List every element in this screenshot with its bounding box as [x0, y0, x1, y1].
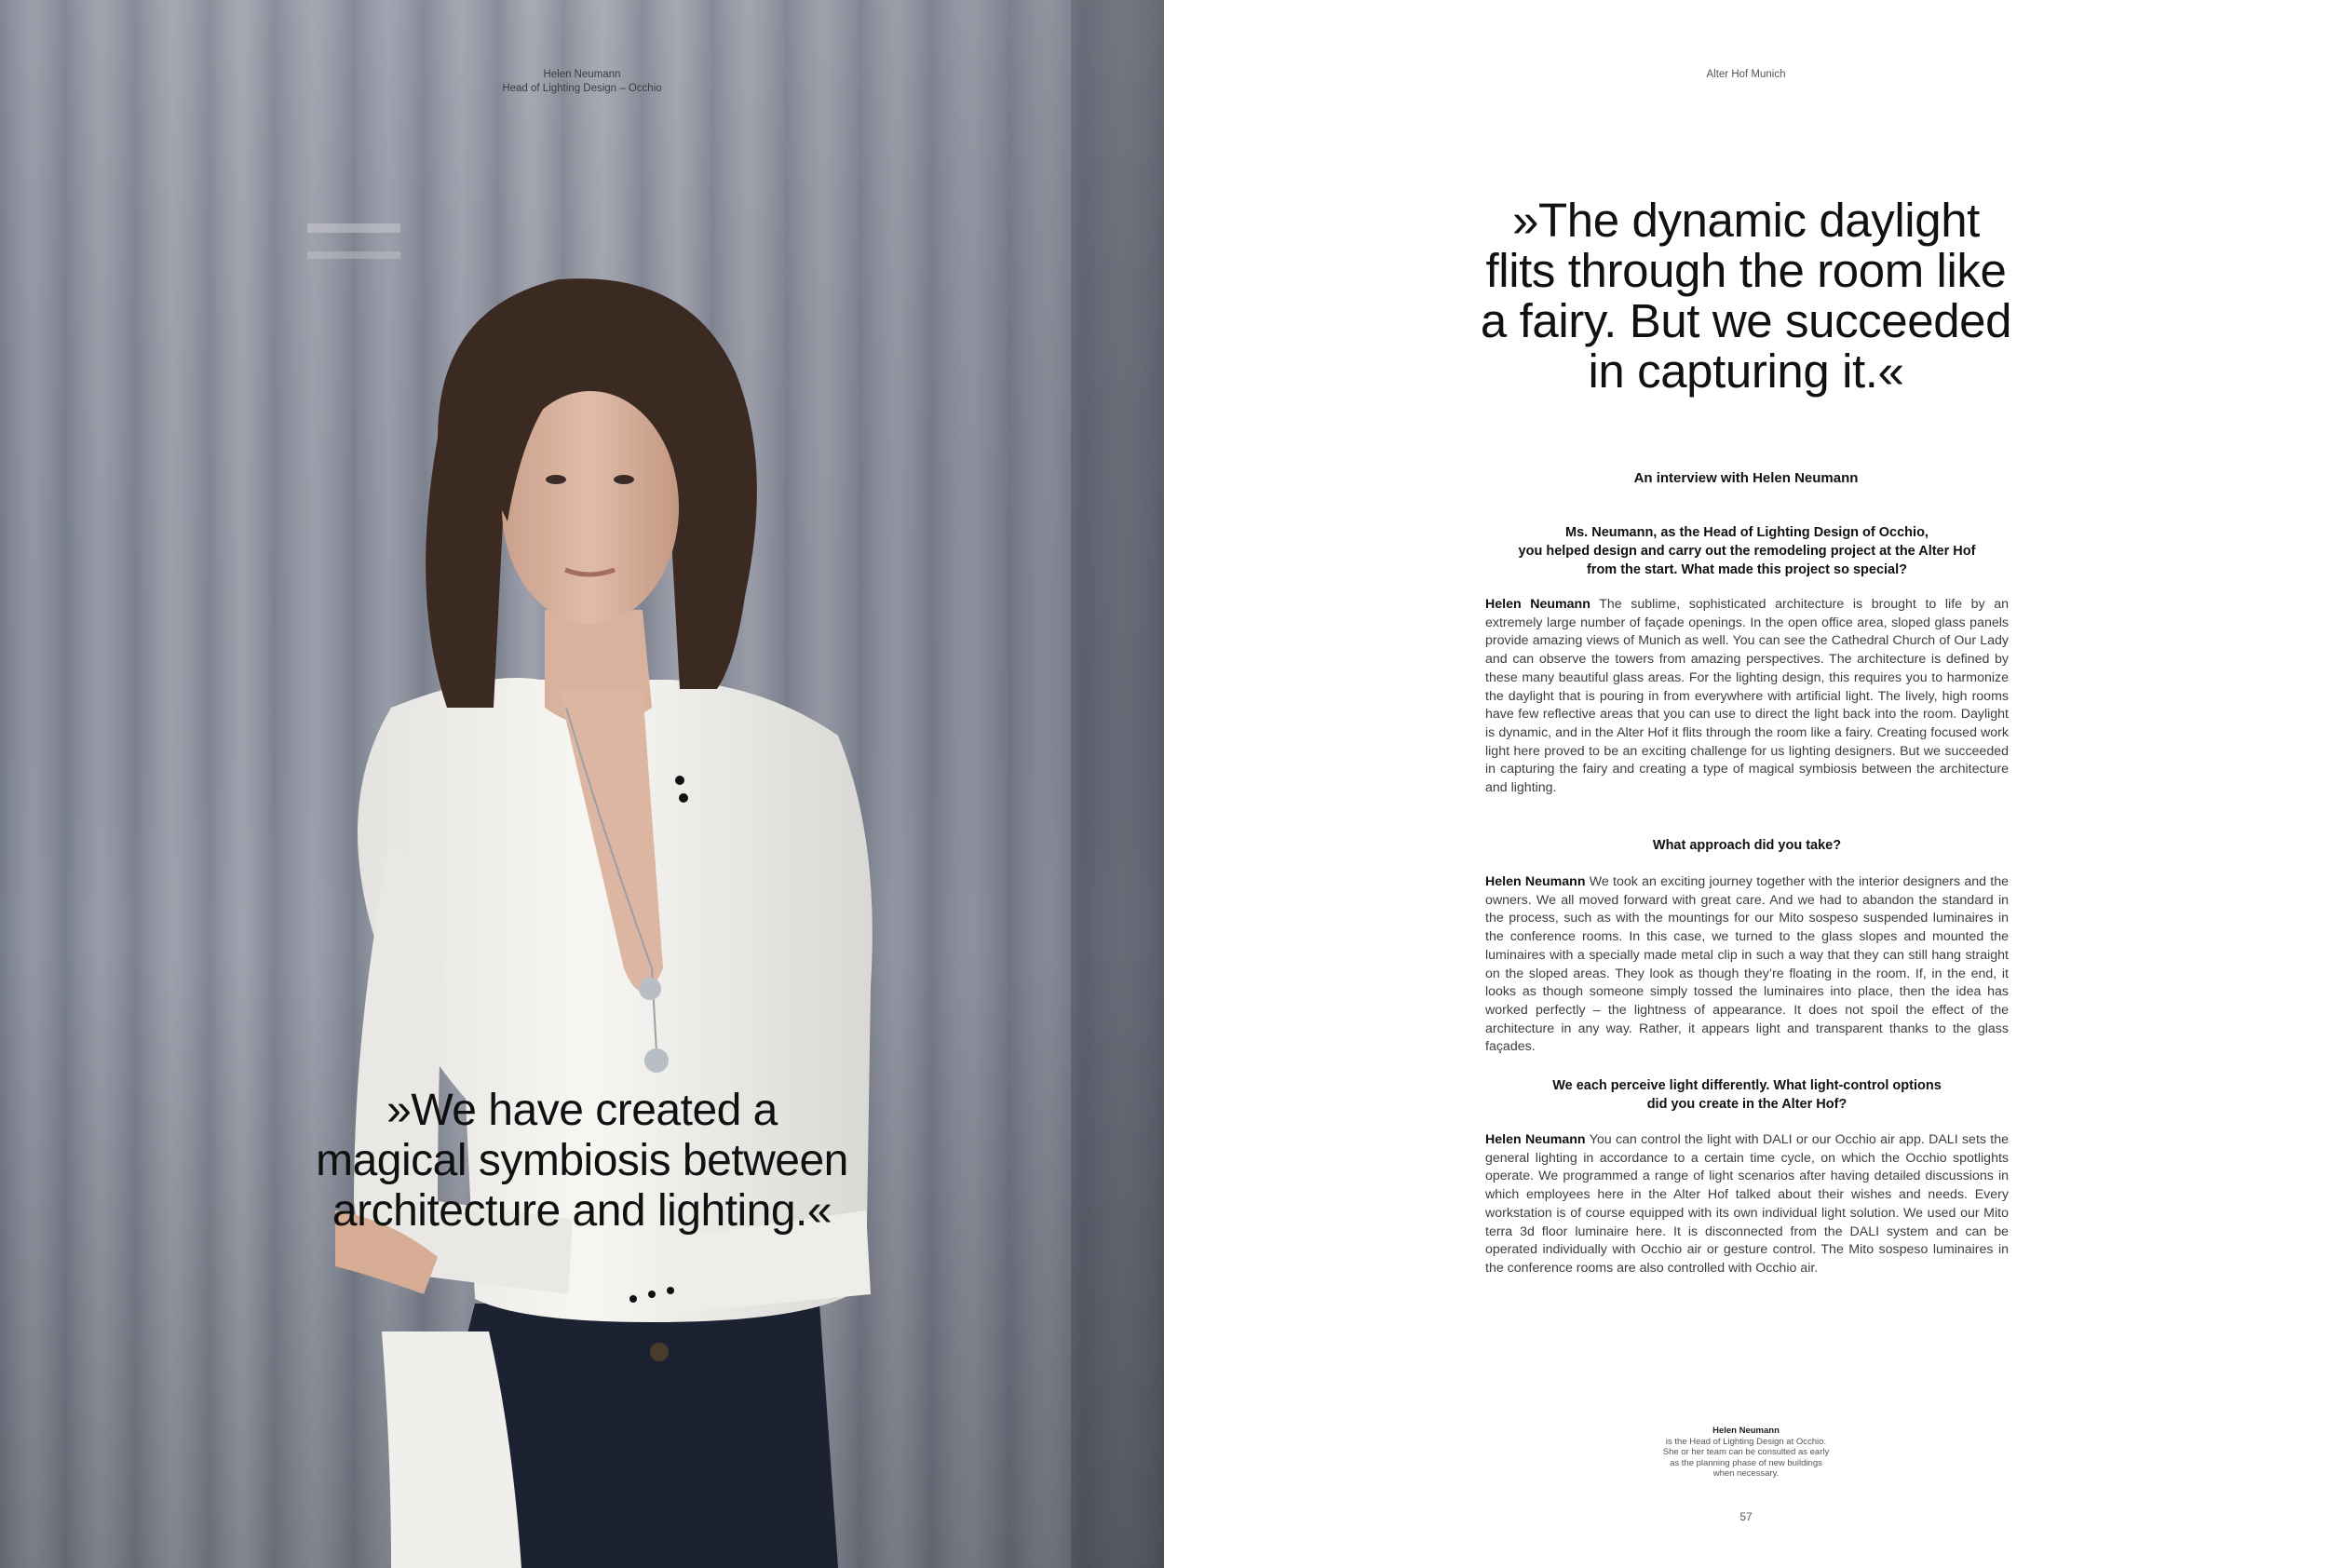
question-line: you helped design and carry out the remodeling project at the Alter Hof: [1518, 544, 1976, 559]
bio-line: She or her team can be consulted as early: [1662, 1447, 1830, 1457]
headline-line: in capturing it.«: [1588, 345, 1904, 398]
bio-line: when necessary.: [1712, 1468, 1780, 1479]
answer-2: [1485, 873, 2009, 1057]
author-bio: [1164, 1426, 2328, 1480]
speaker-name: Helen Neumann: [1485, 1132, 1586, 1147]
speaker-name: Helen Neumann: [1485, 874, 1586, 889]
bio-name: Helen Neumann: [1712, 1426, 1780, 1436]
question-3: [1485, 1076, 2009, 1114]
bio-line: as the planning phase of new buildings: [1670, 1457, 1822, 1468]
speaker-name: Helen Neumann: [1485, 597, 1590, 612]
right-page-article: [1164, 0, 2328, 1568]
answer-1: [1485, 596, 2009, 798]
question-line: We each perceive light differently. What light-control options: [1552, 1078, 1942, 1093]
pull-quote-line: magical symbiosis between: [316, 1136, 848, 1185]
pull-quote-line: architecture and lighting.«: [332, 1186, 832, 1236]
answer-text: The sublime, sophisticated architecture is brought to life by an extremely large number of façade openings. In the open office area, sloped glass panels provide amazing views of Munich as well. You can see the Cathedral Church of Our Lady and can observe the towers from amazing perspectives. The architecture is defined by these many beautiful glass areas. For the lighting design, this requires you to harmonize the daylight that is pouring in from everywhere with artificial light. The lively, high rooms have few reflective areas that you can use to direct the light back into the room. Daylight is dynamic, and in the Alter Hof it flits through the room like a fairy. Creating focused work light here proved to be an exciting challenge for us lighting designers. But we succeeded in capturing the fairy and creating a type of magical symbiosis between the architecture and lighting.: [1485, 597, 2010, 796]
headline-line: flits through the room like: [1485, 244, 2007, 297]
caption-role: Head of Lighting Design – Occhio: [502, 83, 662, 94]
answer-3: [1485, 1131, 2009, 1278]
question-line: What approach did you take?: [1652, 838, 1842, 853]
question-2: [1485, 836, 2009, 855]
answer-text: You can control the light with DALI or our Occhio air app. DALI sets the general lighting in accordance to a certain time cycle, on which the Occhio spotlights operate. We programmed a range of light scenarios after having detailed discussions in which employees here in the Alter Hof talked about their wishes and needs. Every workstation is of course equipped with its own individual light solution. We used our Mito terra 3d floor luminaire here. It is disconnected from the DALI system and can be operated individually with Occhio air or gesture control. The Mito sospeso luminaires in the conference rooms are also controlled with Occhio air.: [1485, 1132, 2010, 1276]
pull-quote: [205, 1086, 959, 1237]
caption-name: Helen Neumann: [543, 69, 621, 80]
question-line: from the start. What made this project so special?: [1586, 562, 1908, 577]
headline-line: »The dynamic daylight: [1512, 194, 1980, 247]
running-head: Alter Hof Munich: [1706, 69, 1786, 80]
headline-line: a fairy. But we succeeded: [1480, 294, 2012, 347]
question-line: Ms. Neumann, as the Head of Lighting Design of Occhio,: [1565, 525, 1929, 540]
photo-caption: [0, 68, 1164, 96]
bio-line: is the Head of Lighting Design at Occhio.: [1665, 1436, 1827, 1447]
pull-quote-line: »We have created a: [386, 1086, 778, 1135]
subhead: An interview with Helen Neumann: [1633, 470, 1859, 486]
question-1: [1485, 523, 2009, 579]
question-line: did you create in the Alter Hof?: [1646, 1097, 1848, 1112]
headline: [1164, 196, 2328, 397]
page-number: 57: [1739, 1510, 1753, 1523]
answer-text: We took an exciting journey together with the interior designers and the owners. We all moved forward with great care. And we had to abandon the standard in the process, such as with the mountings for our Mito sospeso suspended luminaires in the conference rooms. In this case, we turned to the glass slopes and mounted the luminaires with a specially made metal clip in such a way that they can still hang straight on the sloped areas. They look as though they’re floating in the room. If, in the end, it looks as though someone simply tossed the luminaires into place, then the idea has worked perfectly – the lightness of appearance. It does not spoil the effect of the architecture in any way. Rather, it appears light and transparent thanks to the glass façades.: [1485, 874, 2010, 1055]
